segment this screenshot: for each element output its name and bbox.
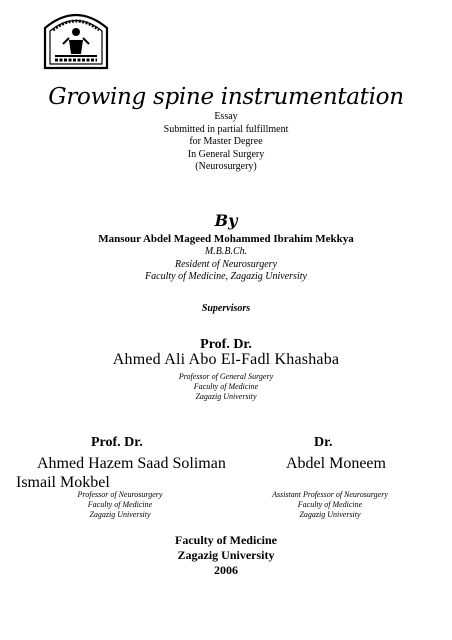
essay-block <box>0 111 452 174</box>
affiliation-line: Zagazig University <box>299 510 361 519</box>
essay-line: Essay <box>214 111 238 122</box>
supervisor1-name: Ahmed Ali Abo El-Fadl Khashaba <box>112 351 340 368</box>
affiliation-line: Professor of General Surgery <box>178 372 274 381</box>
supervisor3-affiliation <box>250 490 410 520</box>
supervisor3-title: Dr. <box>314 435 333 450</box>
affiliation-line: Faculty of Medicine <box>87 500 153 509</box>
supervisor1-affiliation <box>0 372 452 402</box>
essay-line: for Master Degree <box>189 136 263 147</box>
credential-line: M.B.B.Ch. <box>204 246 248 257</box>
essay-line: In General Surgery <box>187 148 265 160</box>
supervisors-heading: Supervisors <box>201 303 251 314</box>
affiliation-line: Professor of Neurosurgery <box>77 490 163 499</box>
essay-line: (Neurosurgery) <box>195 161 257 172</box>
author-name: Mansour Abdel Mageed Mohammed Ibrahim Mekkya <box>98 233 354 245</box>
supervisor1-title: Prof. Dr. <box>200 337 252 352</box>
supervisor3-name-part2: Ismail Mokbel <box>16 474 110 491</box>
by-label: By <box>214 211 238 230</box>
supervisor2-name: Ahmed Hazem Saad Soliman <box>37 455 226 472</box>
credential-line: Faculty of Medicine, Zagazig University <box>145 271 307 282</box>
credential-line: Resident of Neurosurgery <box>174 258 278 270</box>
footer-faculty: Faculty of Medicine <box>175 533 277 547</box>
university-logo <box>41 8 111 70</box>
footer-year: 2006 <box>214 563 238 577</box>
affiliation-line: Faculty of Medicine <box>297 500 363 509</box>
footer-university: Zagazig University <box>177 548 275 562</box>
supervisor3-name-part1: Abdel Moneem <box>286 455 386 472</box>
affiliation-line: Zagazig University <box>89 510 151 519</box>
affiliation-line: Faculty of Medicine <box>193 382 259 391</box>
supervisor2-affiliation <box>40 490 200 520</box>
footer-block <box>0 533 452 578</box>
affiliation-line: Zagazig University <box>195 392 257 401</box>
thesis-title: Growing spine instrumentation <box>48 84 404 110</box>
author-credentials <box>0 246 452 284</box>
supervisor2-title: Prof. Dr. <box>91 435 143 450</box>
essay-line: Submitted in partial fulfillment <box>163 123 289 135</box>
affiliation-line: Assistant Professor of Neurosurgery <box>272 490 388 499</box>
